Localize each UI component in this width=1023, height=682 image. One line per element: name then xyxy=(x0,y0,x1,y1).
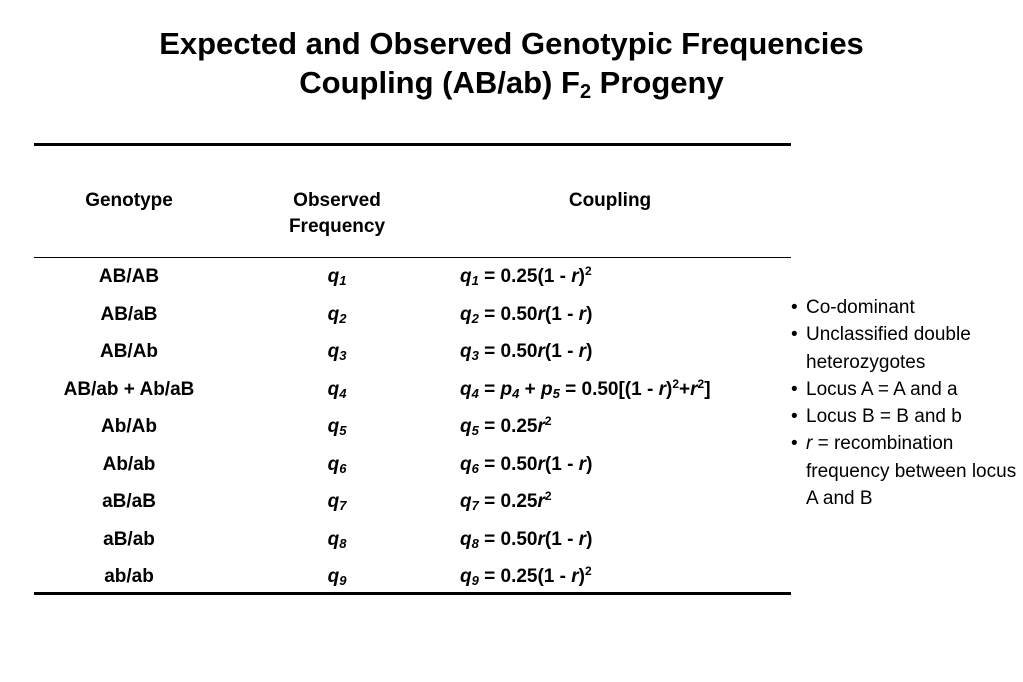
observed-cell: $q_2$ xyxy=(327,303,347,326)
table-row xyxy=(34,450,791,488)
note-item: • Co-dominant xyxy=(789,294,1019,321)
title-line-2-prefix: Coupling (AB/ab) F xyxy=(299,65,580,100)
genotype-cell: ab/ab xyxy=(104,566,154,587)
genotype-cell: AB/ab + Ab/aB xyxy=(63,378,195,400)
note-item: • Unclassified double heterozygotes xyxy=(789,321,1019,376)
observed-cell: $q_6$ xyxy=(327,453,347,476)
observed-cell: $q_5$ xyxy=(327,416,347,438)
note-text: = recombination frequency between locus A and B xyxy=(806,433,1017,510)
note-item xyxy=(789,430,1019,512)
genotype-cell: AB/aB xyxy=(100,303,158,325)
header-coupling: Coupling xyxy=(568,190,652,211)
coupling-cell: $q_3 = 0.50r(1 - r)$ xyxy=(460,341,593,363)
coupling-cell: $q_7 = 0.25r^2$ xyxy=(460,489,552,513)
note-item: • Locus B = B and b xyxy=(789,403,1019,430)
table-row xyxy=(34,487,791,525)
genotype-cell: AB/Ab xyxy=(99,341,159,362)
genotype-cell: AB/AB xyxy=(98,266,160,287)
header-observed-line-1: Observed xyxy=(293,190,381,211)
observed-cell: $q_3$ xyxy=(327,341,347,363)
table-row xyxy=(34,337,791,375)
genotype-cell: aB/ab xyxy=(103,528,155,550)
coupling-cell: $q_1 = 0.25(1 - r)^2$ xyxy=(460,264,592,288)
header-observed-frequency xyxy=(242,188,432,240)
note-item: • Locus A = A and a xyxy=(789,376,1019,403)
title-line-2-suffix: Progeny xyxy=(591,65,724,100)
coupling-cell: $q_2 = 0.50r(1 - r)$ xyxy=(460,303,593,326)
genotype-cell: Ab/Ab xyxy=(101,416,157,437)
table-header-rule xyxy=(34,257,791,258)
header-genotype: Genotype xyxy=(85,190,173,211)
title-line-2-subscript: 2 xyxy=(579,81,592,103)
table-row xyxy=(34,300,791,338)
title-line-2 xyxy=(0,63,1023,102)
table-row xyxy=(34,412,791,450)
coupling-cell: $q_6 = 0.50r(1 - r)$ xyxy=(460,453,593,476)
note-variable: r xyxy=(806,433,813,455)
coupling-cell: $q_9 = 0.25(1 - r)^2$ xyxy=(460,564,592,588)
observed-cell: $q_4$ xyxy=(327,378,347,401)
observed-cell: $q_9$ xyxy=(327,566,347,588)
table-row xyxy=(34,525,791,563)
table-row xyxy=(34,375,791,413)
coupling-cell: $q_8 = 0.50r(1 - r)$ xyxy=(460,528,593,551)
coupling-cell: $q_5 = 0.25r^2$ xyxy=(460,414,552,438)
table-body xyxy=(34,262,791,600)
slide-title xyxy=(0,24,1023,102)
title-line-1: Expected and Observed Genotypic Frequencies xyxy=(159,26,864,61)
table-bottom-rule xyxy=(34,592,791,595)
observed-cell: $q_7$ xyxy=(327,491,347,513)
coupling-cell: $q_4 = p_4 + p_5 = 0.50[(1 - r)^2+r^2]$ xyxy=(460,376,711,401)
genotype-cell: Ab/ab xyxy=(102,453,156,475)
genotype-cell: aB/aB xyxy=(102,491,156,512)
header-observed-line-2: Frequency xyxy=(288,216,386,237)
table-top-rule xyxy=(34,143,791,146)
observed-cell: $q_8$ xyxy=(327,528,347,551)
notes-list xyxy=(789,294,1019,512)
observed-cell: $q_1$ xyxy=(327,266,347,288)
table-row xyxy=(34,262,791,300)
